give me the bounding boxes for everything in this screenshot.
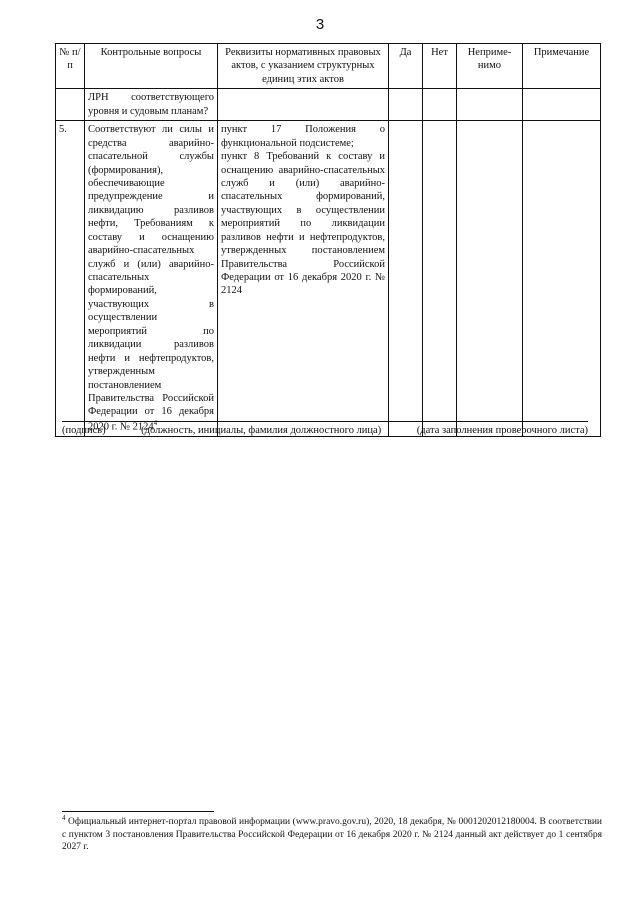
footnote-text: Официальный интернет-портал правовой информации (www.pravo.gov.ru), 2020, 18 декабря, № 0001202012180004. В соответствии с пунктом 3 постановления Правительства Российской Федерации от 16 декабря 2020 г. № 2124 данный акт действует до 1 сентября 2027 г. <box>62 817 603 852</box>
header-not-applicable: Неприме-нимо <box>457 44 523 89</box>
requisites-line-1: пункт 17 Положения о функциональной подсистеме; <box>221 124 385 149</box>
header-requisites: Реквизиты нормативных правовых актов, с указанием структурных единиц этих актов <box>218 44 389 89</box>
footnote-separator <box>62 811 214 812</box>
cell-num: 5. <box>56 121 85 437</box>
cell-yes <box>389 121 423 437</box>
footnote-mark: 4 <box>62 814 66 822</box>
signature-label: (подпись) <box>62 425 106 436</box>
question-text: Соответствуют ли силы и средства аварийно-спасательной службы (формирования), обеспечивающие предупреждение и ликвидацию разливов нефти, Требованиям к составу и оснащению аварийно-спасательных служб и (или) аварийно-спасательных формирований, участвующих в осуществлении мероприятий по ликвидации разливов нефти и нефтепродуктов, утвержденным постановлением Правительства Российской Федерации от 16 декабря 2020 г. № 2124 <box>88 124 214 433</box>
cell-question <box>85 121 218 437</box>
cell-requisites <box>218 121 389 437</box>
cell-note <box>523 89 601 121</box>
footnote-ref: 4 <box>153 418 158 427</box>
header-yes: Да <box>389 44 423 89</box>
cell-yes <box>389 89 423 121</box>
cell-question: ЛРН соответствующего уровня и судовым планам? <box>85 89 218 121</box>
cell-num <box>56 89 85 121</box>
checklist-table <box>55 43 601 437</box>
cell-no <box>423 121 457 437</box>
page-number: 3 <box>315 16 325 33</box>
table-header-row <box>56 44 601 89</box>
header-note: Примечание <box>523 44 601 89</box>
header-num: № п/п <box>56 44 85 89</box>
footnote <box>62 814 602 853</box>
header-no: Нет <box>423 44 457 89</box>
cell-note <box>523 121 601 437</box>
table-row <box>56 89 601 121</box>
header-questions: Контрольные вопросы <box>85 44 218 89</box>
official-label: (должность, инициалы, фамилия должностного лица) <box>141 425 382 436</box>
requisites-line-2: пункт 8 Требований к составу и оснащению аварийно-спасательных служб и (или) аварийно-спасательных формирований, участвующих в осуществлении мероприятий по ликвидации разливов нефти и нефтепродуктов, утвержденных постановлением Правительства Российской Федерации от 16 декабря 2020 г. № 2124 <box>221 151 385 297</box>
cell-no <box>423 89 457 121</box>
table-row <box>56 121 601 437</box>
cell-not-applicable <box>457 89 523 121</box>
date-label: (дата заполнения проверочного листа) <box>416 425 588 436</box>
signature-labels <box>62 425 588 436</box>
cell-requisites <box>218 89 389 121</box>
signature-line <box>62 421 588 422</box>
cell-not-applicable <box>457 121 523 437</box>
